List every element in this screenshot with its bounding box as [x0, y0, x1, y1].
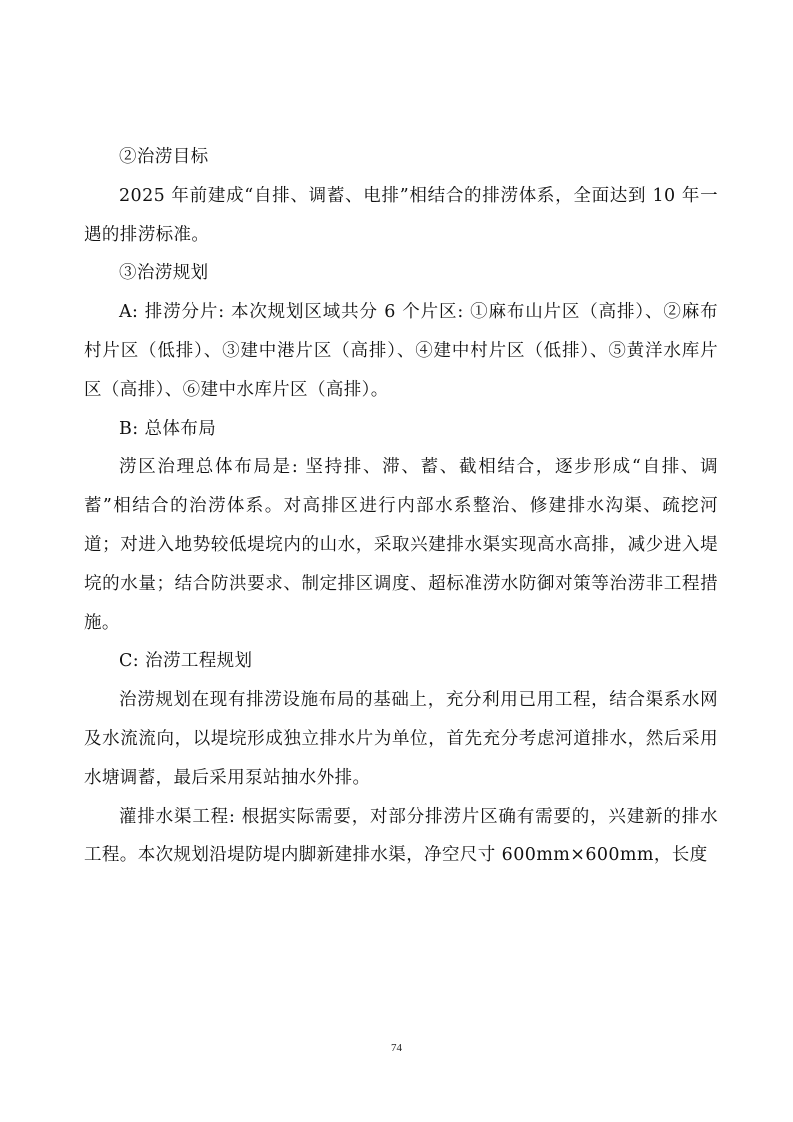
- body-text: [84, 138, 718, 875]
- page-number: 74: [391, 1042, 402, 1054]
- heading-flood-control-goal: ②治涝目标: [119, 147, 209, 167]
- paragraph-drainage-zones: A: 排涝分片: 本次规划区域共分 6 个片区: ①麻布山片区（高排）、②麻布村片区（低排）、③建中港片区（高排）、④建中村片区（低排）、⑤黄洋水库片区（高排）、⑥建中水库片区（高排）。: [84, 302, 718, 400]
- paragraph-engineering-plan: 治涝规划在现有排涝设施布局的基础上，充分利用已用工程，结合渠系水网及水流流向，以堤垸形成独立排水片为单位，首先充分考虑河道排水，然后采用水塘调蓄，最后采用泵站抽水外排。: [84, 690, 718, 788]
- paragraph-overall-layout: 涝区治理总体布局是: 坚持排、滞、蓄、截相结合，逐步形成“自排、调蓄”相结合的治涝体系。对高排区进行内部水系整治、修建排水沟渠、疏挖河道；对进入地势较低堤垸内的山水，采取兴建排水渠实现高水高排，减少进入堤垸的水量；结合防洪要求、制定排区调度、超标准涝水防御对策等治涝非工程措施。: [84, 457, 718, 633]
- heading-overall-layout: B: 总体布局: [119, 418, 217, 439]
- heading-flood-control-plan: ③治涝规划: [119, 263, 209, 284]
- heading-engineering-plan: C: 治涝工程规划: [119, 651, 253, 672]
- paragraph-drainage-canal: 灌排水渠工程: 根据实际需要，对部分排涝片区确有需要的，兴建新的排水工程。本次规划沿堤防堤内脚新建排水渠，净空尺寸 600mm×600mm，长度: [84, 806, 718, 866]
- paragraph-goal-text: 2025 年前建成“自排、调蓄、电排”相结合的排涝体系，全面达到 10 年一遇的排涝标准。: [84, 185, 718, 245]
